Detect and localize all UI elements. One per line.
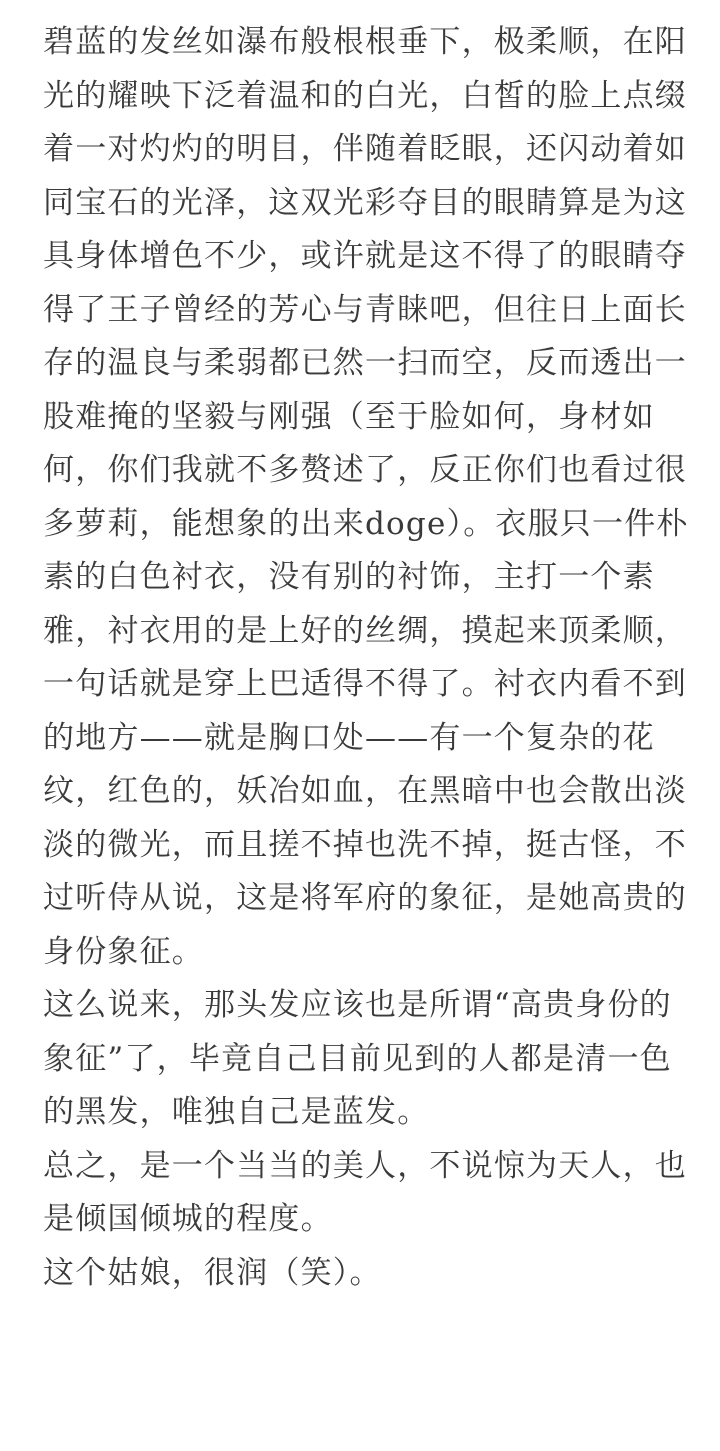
text-line: 光的耀映下泛着温和的白光，白皙的脸上点缀 — [43, 77, 687, 114]
text-line: 碧蓝的发丝如瀑布般根根垂下，极柔顺，在阳 — [43, 24, 687, 60]
text-line: 过听侍从说，这是将军府的象征，是她高贵的 — [43, 880, 687, 916]
text-line: 的黑发，唯独自己是蓝发。 — [43, 1094, 430, 1130]
text-line: 这个姑娘，很润（笑）。 — [43, 1254, 382, 1291]
text-line: 素的白色衬衣，没有别的衬饰，主打一个素 — [43, 559, 655, 595]
text-line: 雅，衬衣用的是上好的丝绸，摸起来顶柔顺， — [43, 612, 687, 649]
text-line: 具身体增色不少，或许就是这不得了的眼睛夺 — [43, 238, 687, 274]
text-line: 何，你们我就不多赘述了，反正你们也看过很 — [43, 452, 687, 488]
text-line: 是倾国倾城的程度。 — [43, 1201, 333, 1237]
paragraph — [43, 16, 689, 979]
text-line: 得了王子曾经的芳心与青睐吧，但往日上面长 — [43, 291, 687, 328]
text-line: 股难掩的坚毅与刚强（至于脸如何，身材如 — [43, 398, 655, 435]
story-text — [43, 16, 689, 1300]
text-line: 一句话就是穿上巴适得不得了。衬衣内看不到 — [43, 666, 687, 702]
text-line: 多萝莉，能想象的出来doge）。衣服只一件朴 — [43, 505, 689, 542]
text-line: 的地方——就是胸口处——有一个复杂的花 — [43, 719, 655, 756]
paragraph — [43, 1247, 683, 1301]
text-line: 身份象征。 — [43, 933, 204, 970]
text-line: 象征”了，毕竟自己目前见到的人都是清一色 — [43, 1040, 672, 1077]
text-line: 总之，是一个当当的美人，不说惊为天人，也 — [43, 1147, 687, 1184]
text-line: 着一对灼灼的明目，伴随着眨眼，还闪动着如 — [43, 131, 687, 167]
text-line: 淡的微光，而且搓不掉也洗不掉，挺古怪，不 — [43, 826, 687, 863]
paragraph — [43, 979, 683, 1140]
text-line: 这么说来，那头发应该也是所谓“高贵身份的 — [43, 987, 672, 1023]
text-line: 纹，红色的，妖冶如血，在黑暗中也会散出淡 — [43, 773, 687, 809]
paragraph — [43, 1140, 687, 1247]
text-line: 存的温良与柔弱都已然一扫而空，反而透出一 — [43, 345, 687, 381]
text-line: 同宝石的光泽，这双光彩夺目的眼睛算是为这 — [43, 184, 687, 221]
